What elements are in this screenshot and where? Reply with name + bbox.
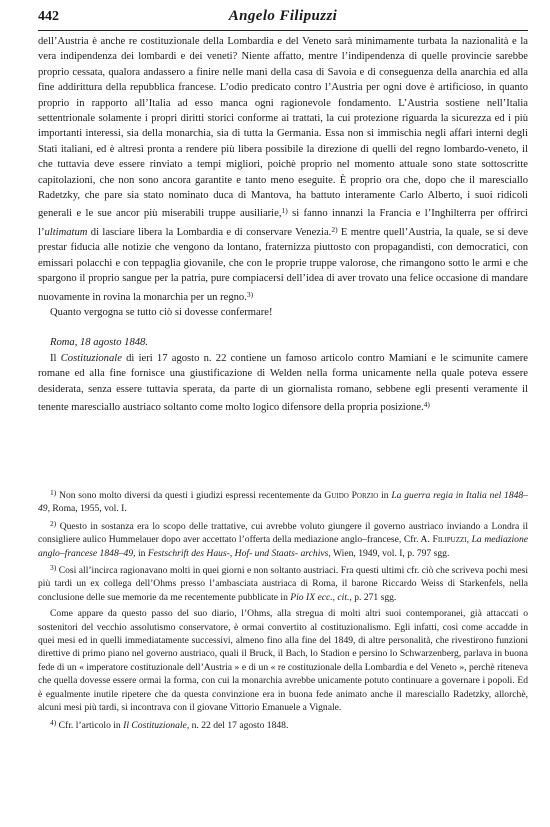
paragraph-austria — [38, 34, 528, 305]
main-text — [38, 34, 528, 415]
work-title: Il Costituzionale — [123, 719, 187, 731]
text-run: , — [466, 534, 472, 546]
footnotes — [38, 486, 528, 733]
footnote-3 — [38, 561, 528, 604]
text-run: Questo in sostanza era lo scopo delle trattative, cui avrebbe voluto giungere il governo austriaco inviando a Londra il consigliere aulico Hummelauer dopo aver accettato l’offerta della mediazione anglo–francese, Cfr. A. — [38, 520, 528, 546]
italic-title: Costituzionale — [60, 352, 122, 364]
text-run: , p. 271 sgg. — [349, 591, 397, 603]
author-name: Filipuzzi — [432, 534, 467, 546]
running-title: Angelo Filipuzzi — [228, 8, 338, 24]
footnote-ref-4: 4) — [423, 399, 430, 409]
footnote-4 — [38, 716, 528, 732]
italic-term: ultimatum — [44, 226, 88, 238]
dateline: Roma, 18 agosto 1848. — [50, 337, 148, 349]
text-run: Il — [50, 352, 61, 364]
text-run: Non sono molto diversi da questi i giudizi espressi recentemente da — [56, 490, 325, 501]
running-head — [38, 8, 528, 31]
footnote-mark: 2) — [50, 518, 57, 528]
journal-title: Festschrift des Haus-, Hof- und Staats- archivs — [147, 547, 329, 559]
text-run: si fanno innanzi la Francia e l’Inghilterra per offrirci l’ — [38, 208, 528, 238]
text-run: Cfr. l’articolo in — [56, 719, 124, 731]
footnote-1 — [38, 486, 528, 516]
footnote-ref-3: 3) — [246, 289, 254, 299]
footnote-mark: 1) — [50, 488, 57, 497]
text-run: E mentre quell’Austria, la quale, se si deve prestar fiducia alle notizie che vengono da lontano, fraternizza piuttosto con propagandisti, con democratici, con emissari polacchi e con teppaglia giovanile, che con le proprie truppe valorose, che rimangono sotto le armi e che spargono il proprio sangue per la patria, pure compiacersi dell’idea di aver trovato una felice occasione di mandare nuovamente in rovina la monarchia per un regno. — [38, 226, 528, 303]
work-title: Pio IX ecc., cit. — [290, 591, 350, 603]
footnote-2 — [38, 517, 528, 560]
footnote-mark: 3) — [50, 563, 57, 573]
work-title: La mediazione anglo–francese 1848–49 — [38, 534, 529, 559]
footnote-3-continuation: Come appare da questo passo del suo diario, l’Ohms, alla stregua di molti altri suoi contemporanei, già attaccati o sostenitori del vecchio assolutismo conservatore, è ormai convertito al costituzionalismo. Egli infatti, così come accadde in quei mesi ed in quelli immediatamente successivi, almeno fino alla fine del 1849, di altre personalità, che rivestirono funzioni direttive di primo piano nel governo austriaco, quali il Bruck, il Bach, lo Stadion e persino lo Schwarzenberg, parlava in buona fede di un « imperatore costituzionale dell’Austria » e di un « re costituzionale della Lombardia e del Veneto », perchè riteneva che quella dovesse essere ormai la forma, con cui la monarchia avrebbe unicamente potuto continuare a governare i popoli. Ed è egualmente inutile ripetere che da questa convinzione era in buona fede animato anche il maresciallo Radetzky, allorchè, alcuni mesi più tardi, si incontrava con il giovane Vittorio Emanuele a Vignale. — [38, 608, 528, 714]
text-run: , Wien, 1949, vol. I, p. 797 sgg. — [328, 547, 450, 559]
text-run: di lasciare libera la Lombardia e di conservare Venezia. — [87, 226, 332, 238]
author-name: Guido Porzio — [324, 490, 379, 501]
text-run: Così all’incirca ragionavano molti in quei giorni e non soltanto austriaci. Fra questi ultimi cfr. ciò che scriveva pochi mesi più tardi un ex collega dell’Ohms presso l’ambasciata austriaca di Roma, il barone Riccardo Weiss di Starkenfels, nella conclusione delle sue memorie da me recentemente pubblicate in — [38, 565, 528, 603]
text-run: , n. 22 del 17 agosto 1848. — [186, 719, 289, 731]
paragraph-exclamation: Quanto vergogna se tutto ciò si dovesse confermare! — [50, 306, 273, 318]
footnote-ref-1: 1) — [281, 206, 288, 216]
paragraph-costituzionale — [38, 351, 528, 416]
footnote-ref-2: 2) — [331, 224, 338, 234]
text-run: di ieri 17 agosto n. 22 contiene un famoso articolo contro Mamiani e le scimunite camere romane ed alla fine fornisce una giustificazione di Welden nella forma unicamente nella quale poteva essere desiderata, senza essere tuttavia sperata, da parte di un giornalista romano, sebbene egli presenti veramente il tenente maresciallo austriaco soltanto come molto logico difensore della propria posizione. — [38, 352, 529, 413]
text-run: , Roma, 1955, vol. I. — [47, 503, 127, 515]
text-run: dell’Austria è anche re costituzionale della Lombardia e del Veneto sarà minimamente turbata la nazionalità e la vera indipendenza dei lombardi e dei veneti? Niente affatto, mentre l’indipendenza di quelle provincie sarebbe proprio cessata, qualora andassero a finire nelle mani della casa di Savoia e di conseguenza della anarchia ed alla fine addirittura della repubblica francese. L’odio predicato contro l’Austria per ogni dove è artificioso, in quanto proprio in rapporto all’Italia ad esso manca ogni ragionevole fondamento. L’Austria sostiene nell’Italia settentrionale solamente i propri diritti storici conforme ai trattati, la cui protezione riguarda la sicurezza ed i più importanti interessi, sia della monarchia, sia di tutta la Germania. Essa non si immischia negli affari interni degli Stati italiani, ed è altresì pronta a rendere più libera possibile la direzione di quelli del regno lombardo-veneto, il che tuttavia deve essere rinviato a tempi migliori, poichè proprio nel momento attuale sono state sottoscritte capitolazioni, che non sono ancora garantite e tanto meno eseguite. È proprio ora che, dopo che il maresciallo Radetzky, che pare sia stato nominato duca di Mantova, ha battuto interamente Carlo Alberto, i suoi ridicoli generali e le sue ancor più miserabili truppe ausiliarie, — [38, 36, 528, 220]
text-run: in — [378, 490, 392, 501]
page-number: 442 — [38, 9, 59, 24]
text-run: , in — [133, 547, 148, 559]
footnote-mark: 4) — [50, 717, 57, 727]
work-title: La guerra regia in Italia nel 1848–49 — [38, 490, 529, 515]
